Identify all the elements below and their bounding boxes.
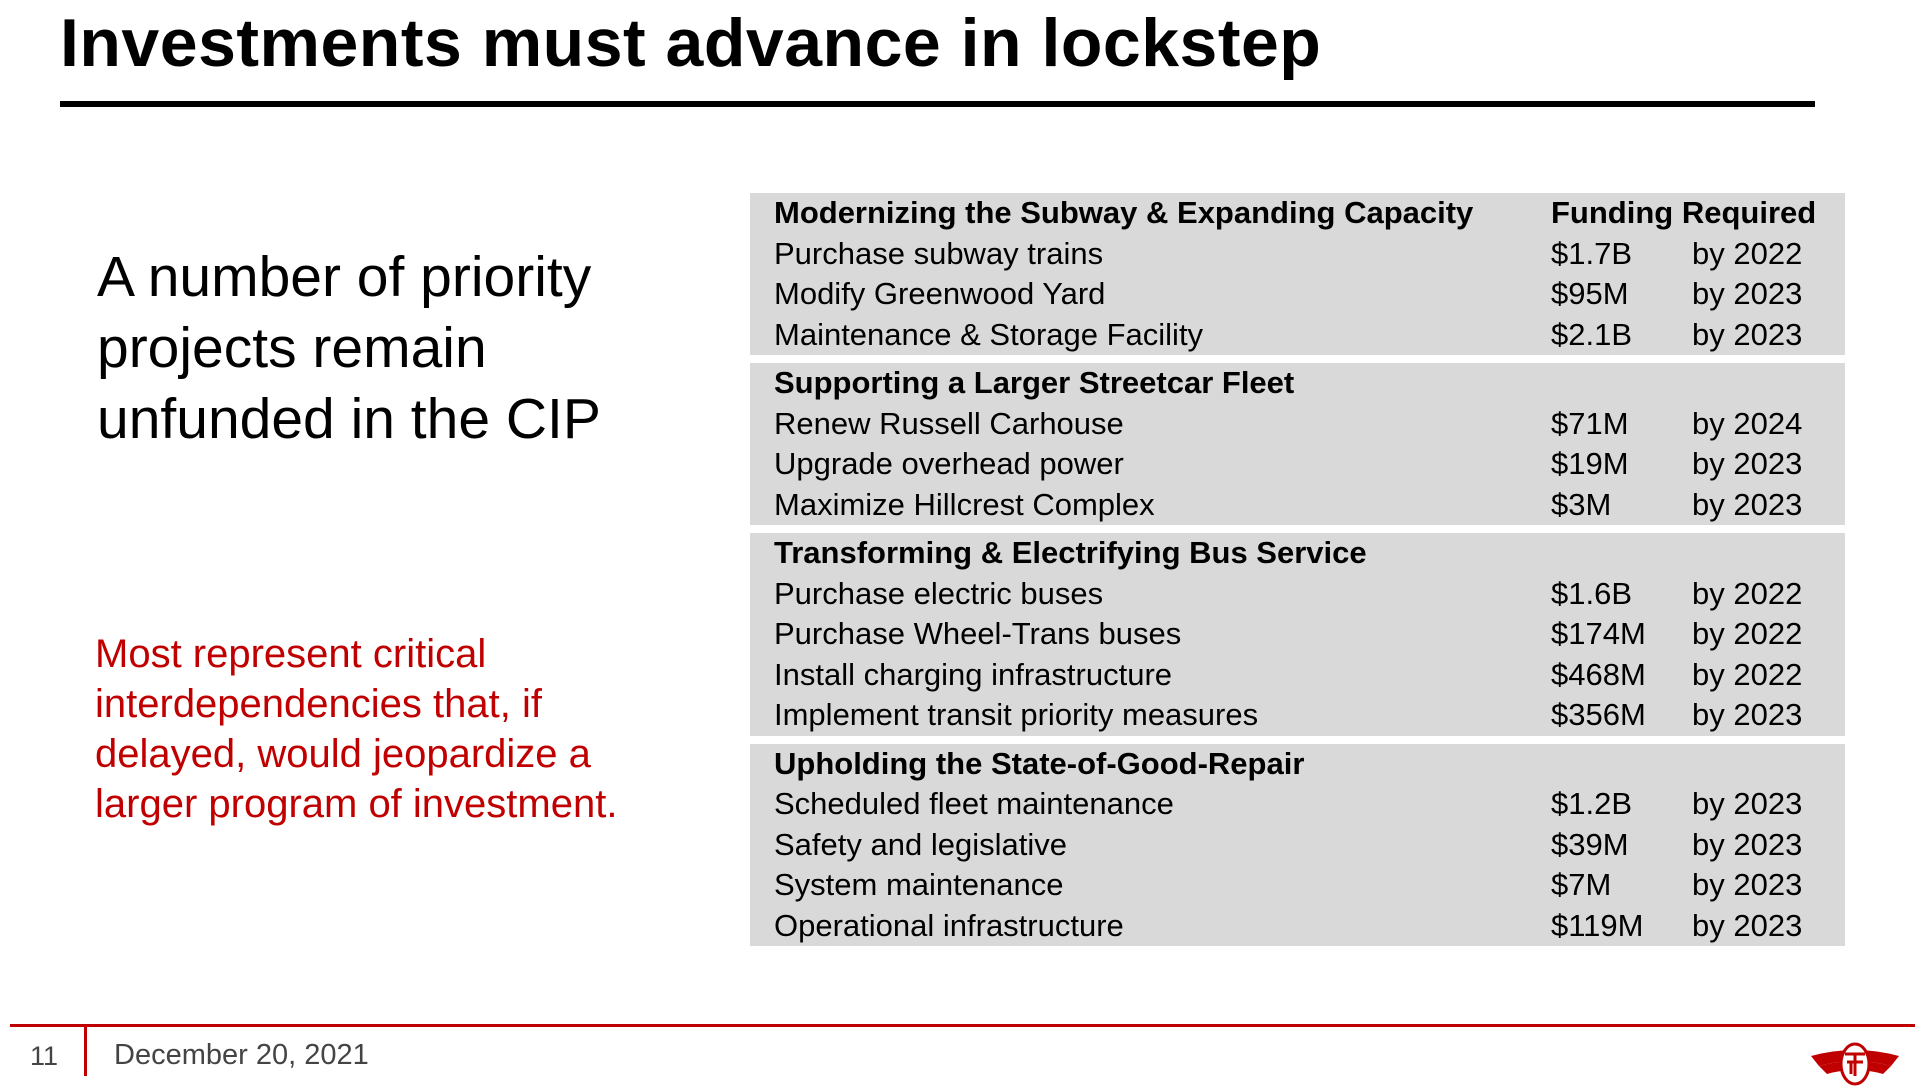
project-name: Operational infrastructure bbox=[774, 907, 1124, 943]
deadline: by 2022 bbox=[1692, 656, 1803, 692]
funding-required-header: Funding Required bbox=[1551, 195, 1817, 231]
project-name: Safety and legislative bbox=[774, 826, 1067, 862]
project-name: Purchase electric buses bbox=[774, 575, 1104, 611]
project-name: Maximize Hillcrest Complex bbox=[774, 486, 1155, 522]
footer-rule bbox=[10, 1024, 1915, 1027]
project-name: Implement transit priority measures bbox=[774, 697, 1259, 733]
deadline: by 2023 bbox=[1692, 907, 1803, 943]
funding-amount: $174M bbox=[1551, 616, 1646, 652]
group-header-row bbox=[774, 363, 1833, 404]
project-name: Purchase Wheel-Trans buses bbox=[774, 616, 1182, 652]
funding-table bbox=[750, 193, 1845, 946]
deadline: by 2023 bbox=[1692, 276, 1803, 312]
table-row bbox=[774, 404, 1833, 445]
funding-amount: $39M bbox=[1551, 826, 1629, 862]
table-row bbox=[774, 865, 1833, 906]
project-name: Install charging infrastructure bbox=[774, 656, 1173, 692]
group-heading: Upholding the State-of-Good-Repair bbox=[774, 745, 1305, 781]
funding-amount: $71M bbox=[1551, 405, 1629, 441]
table-row bbox=[774, 485, 1833, 526]
funding-amount: $356M bbox=[1551, 697, 1646, 733]
deadline: by 2023 bbox=[1692, 697, 1803, 733]
funding-amount: $1.6B bbox=[1551, 575, 1633, 611]
project-name: Upgrade overhead power bbox=[774, 446, 1124, 482]
footer-date: December 20, 2021 bbox=[114, 1039, 369, 1071]
group-heading: Modernizing the Subway & Expanding Capacity bbox=[774, 195, 1474, 231]
red-callout: Most represent critical interdependencies that, if delayed, would jeopardize a larger program of investment. bbox=[95, 632, 618, 826]
group-heading: Supporting a Larger Streetcar Fleet bbox=[774, 365, 1295, 401]
group-heading: Transforming & Electrifying Bus Service bbox=[774, 535, 1367, 571]
title-underline bbox=[60, 101, 1815, 107]
funding-amount: $19M bbox=[1551, 446, 1629, 482]
deadline: by 2022 bbox=[1692, 616, 1803, 652]
project-name: System maintenance bbox=[774, 867, 1064, 903]
table-row bbox=[774, 574, 1833, 615]
group-header-row bbox=[774, 533, 1833, 574]
funding-amount: $2.1B bbox=[1551, 316, 1633, 352]
table-row bbox=[774, 274, 1833, 315]
table-row bbox=[774, 784, 1833, 825]
project-name: Modify Greenwood Yard bbox=[774, 276, 1106, 312]
table-row bbox=[774, 614, 1833, 655]
group-header-row bbox=[774, 744, 1833, 785]
table-group-bus bbox=[750, 533, 1845, 736]
funding-amount: $468M bbox=[1551, 656, 1646, 692]
table-row bbox=[774, 234, 1833, 275]
table-row bbox=[774, 444, 1833, 485]
table-group-subway bbox=[750, 193, 1845, 355]
funding-amount: $1.7B bbox=[1551, 235, 1633, 271]
ttc-logo-icon bbox=[1805, 1042, 1905, 1088]
deadline: by 2023 bbox=[1692, 446, 1803, 482]
table-row bbox=[774, 906, 1833, 947]
deadline: by 2023 bbox=[1692, 786, 1803, 822]
footer-divider bbox=[84, 1026, 87, 1076]
deadline: by 2024 bbox=[1692, 405, 1803, 441]
lead-statement: A number of priority projects remain unfunded in the CIP bbox=[97, 245, 601, 451]
funding-amount: $1.2B bbox=[1551, 786, 1633, 822]
deadline: by 2022 bbox=[1692, 575, 1803, 611]
funding-amount: $7M bbox=[1551, 867, 1612, 903]
deadline: by 2023 bbox=[1692, 826, 1803, 862]
deadline: by 2023 bbox=[1692, 316, 1803, 352]
funding-amount: $95M bbox=[1551, 276, 1629, 312]
table-row bbox=[774, 315, 1833, 356]
funding-amount: $119M bbox=[1551, 907, 1644, 943]
deadline: by 2023 bbox=[1692, 867, 1803, 903]
table-row bbox=[774, 695, 1833, 736]
funding-amount: $3M bbox=[1551, 486, 1612, 522]
project-name: Purchase subway trains bbox=[774, 235, 1104, 271]
group-header-row bbox=[774, 193, 1833, 234]
table-row bbox=[774, 655, 1833, 696]
table-group-streetcar bbox=[750, 363, 1845, 525]
slide-title: Investments must advance in lockstep bbox=[60, 5, 1322, 81]
project-name: Scheduled fleet maintenance bbox=[774, 786, 1174, 822]
table-group-repair bbox=[750, 744, 1845, 947]
table-row bbox=[774, 825, 1833, 866]
deadline: by 2023 bbox=[1692, 486, 1803, 522]
deadline: by 2022 bbox=[1692, 235, 1803, 271]
project-name: Renew Russell Carhouse bbox=[774, 405, 1124, 441]
page-number: 11 bbox=[30, 1041, 59, 1071]
project-name: Maintenance & Storage Facility bbox=[774, 316, 1204, 352]
